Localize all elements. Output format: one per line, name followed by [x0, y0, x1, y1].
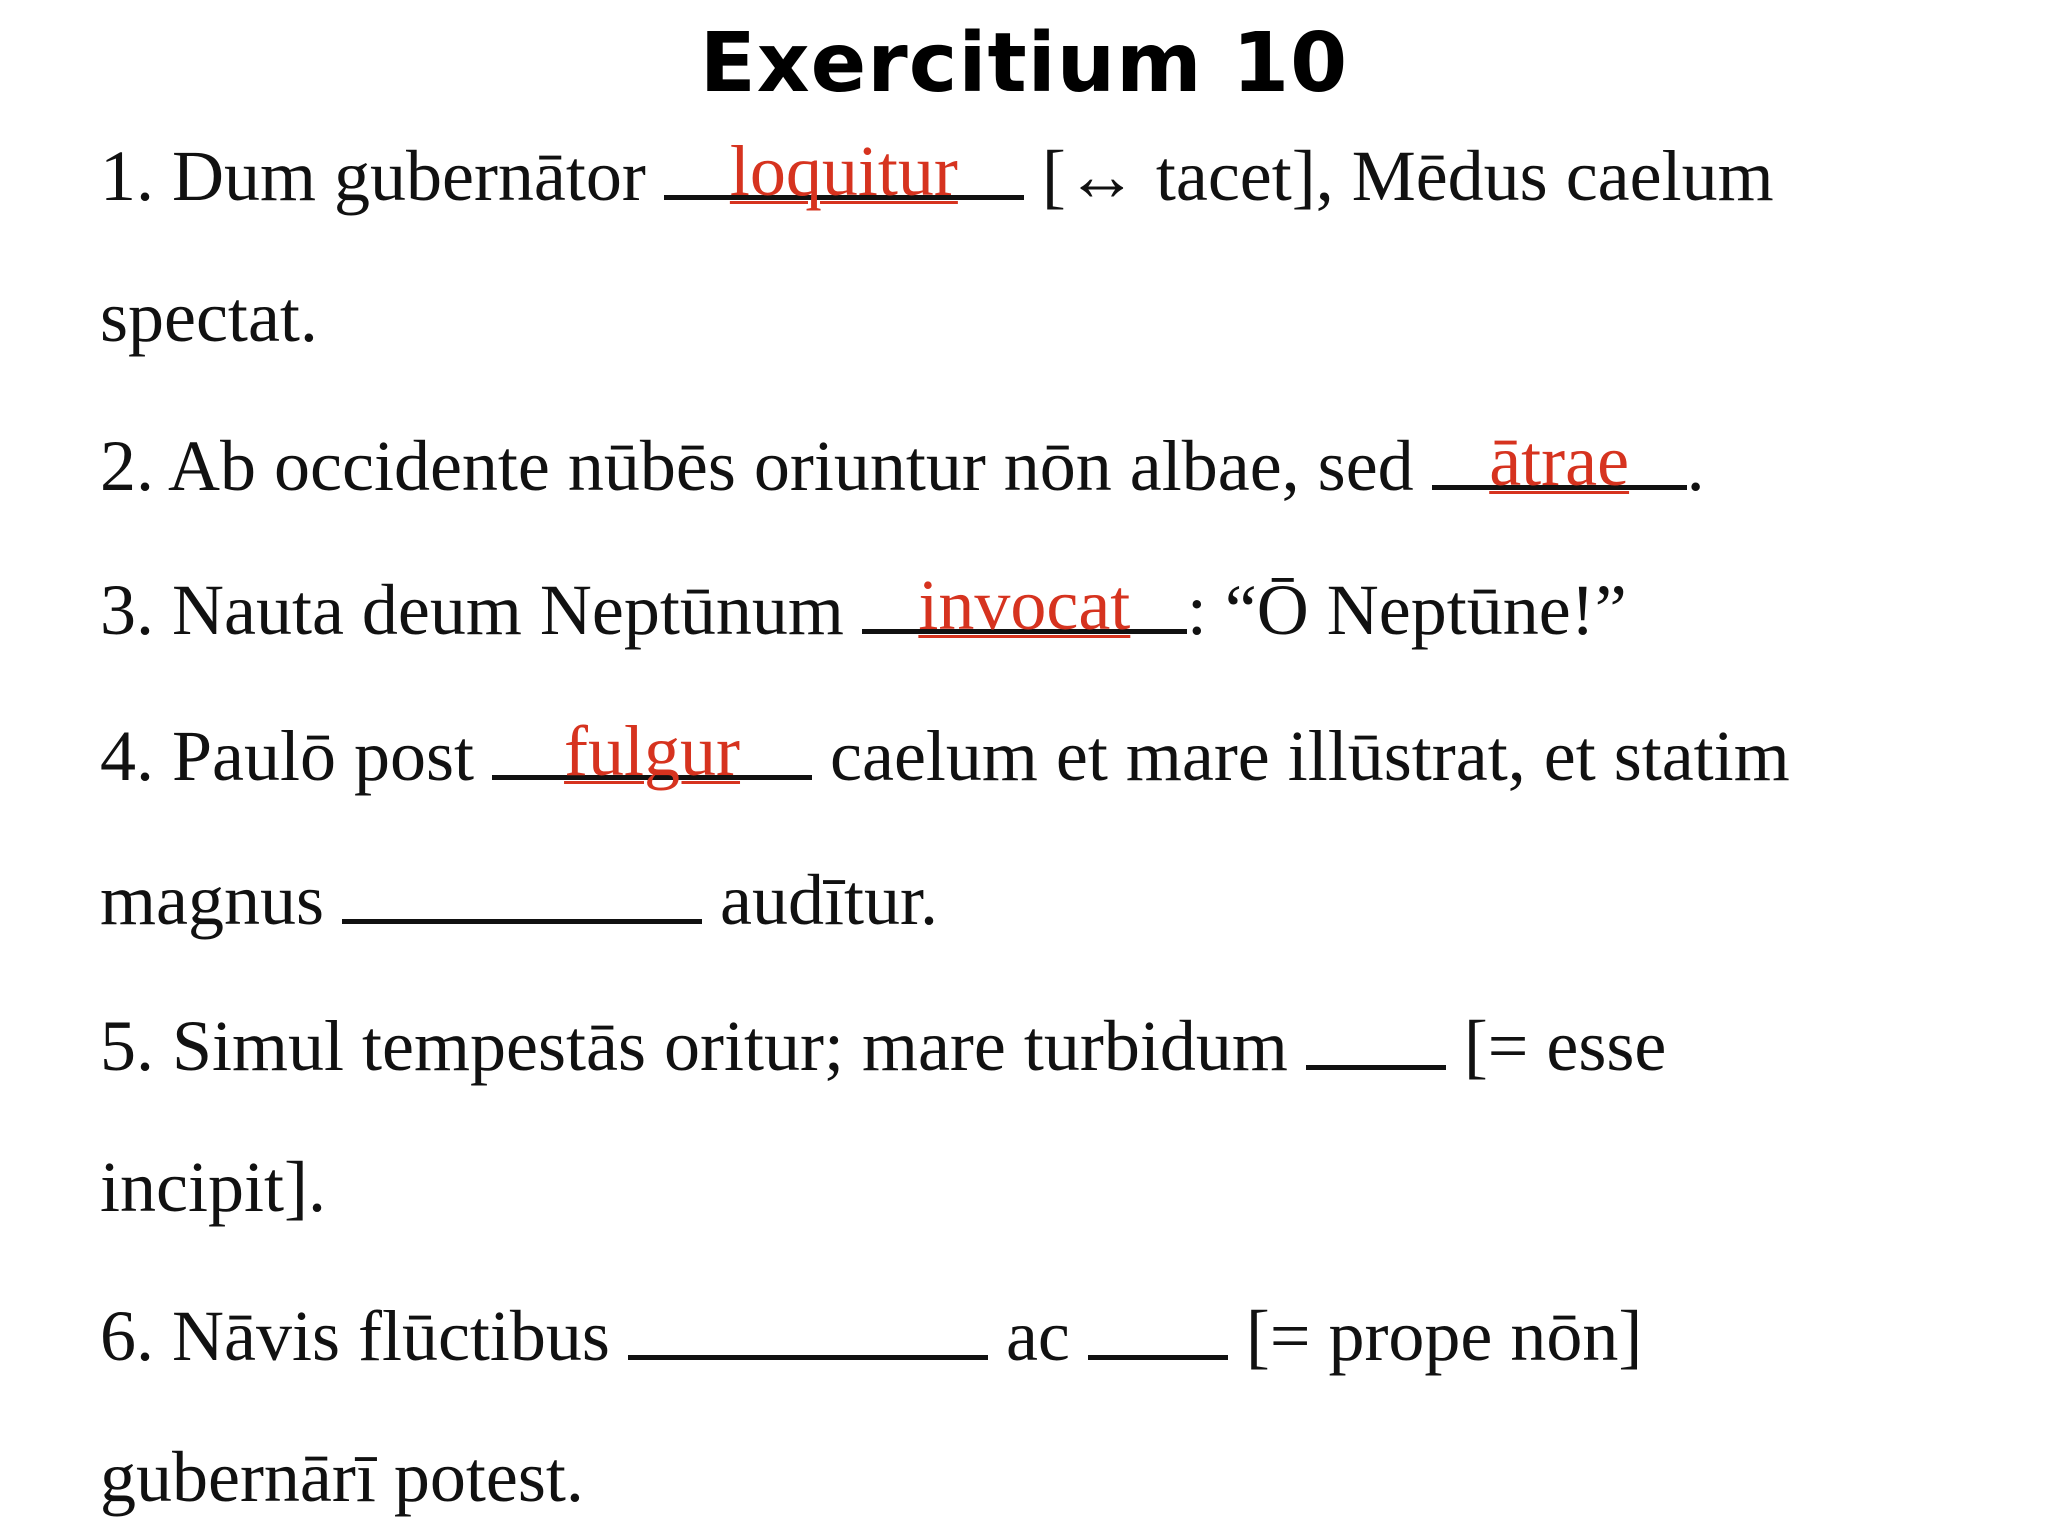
item-5-line	[100, 998, 1666, 1091]
item-1-line	[100, 128, 1774, 221]
item-1-continuation: spectat.	[100, 277, 318, 357]
exercise-title: Exercitium 10	[699, 16, 1349, 111]
item-2-answer: ātrae	[1489, 421, 1630, 501]
item-3-answer: invocat	[918, 565, 1131, 645]
item-6-text-after: [= prope nōn]	[1227, 1296, 1643, 1376]
item-1-blank[interactable]	[664, 128, 1024, 211]
item-5-continuation: incipit].	[100, 1147, 326, 1227]
item-5-text-before: 5. Simul tempestās oritur; mare turbidum	[100, 1006, 1306, 1086]
item-4-blank-2[interactable]	[342, 852, 702, 924]
item-4-text-before: 4. Paulō post	[100, 716, 493, 796]
item-1-text-before: 1. Dum gubernātor	[100, 136, 664, 216]
item-4-text-after: caelum et mare illūstrat, et statim	[812, 716, 1790, 796]
item-5-blank[interactable]	[1306, 998, 1446, 1070]
item-1-answer: loquitur	[729, 131, 958, 211]
item-2-text-before: 2. Ab occidente nūbēs oriuntur nōn albae, sed	[100, 426, 1432, 506]
item-4-line	[100, 708, 1790, 801]
item-6-blank-1[interactable]	[628, 1288, 988, 1360]
item-1-text-after: [↔ tacet], Mēdus caelum	[1023, 136, 1774, 216]
item-3-blank[interactable]	[862, 562, 1187, 645]
item-2-text-after: .	[1686, 426, 1705, 506]
item-5-text-after: [= esse	[1445, 1006, 1667, 1086]
item-6-blank-2[interactable]	[1088, 1288, 1228, 1360]
item-4-continuation-before: magnus	[100, 860, 342, 940]
item-2-line	[100, 418, 1705, 511]
item-6-continuation-line	[100, 1432, 584, 1522]
item-6-text-middle: ac	[987, 1296, 1088, 1376]
item-5-continuation-line	[100, 1142, 326, 1232]
item-1-continuation-line	[100, 272, 318, 362]
item-3-line	[100, 562, 1627, 655]
item-2-blank[interactable]	[1432, 418, 1687, 501]
item-3-text-before: 3. Nauta deum Neptūnum	[100, 570, 862, 650]
item-4-continuation-after: audītur.	[701, 860, 938, 940]
item-4-answer: fulgur	[564, 711, 741, 791]
item-3-text-after: : “Ō Neptūne!”	[1186, 570, 1627, 650]
item-6-continuation: gubernārī potest.	[100, 1437, 584, 1517]
item-4-blank-1[interactable]	[492, 708, 812, 791]
item-4-continuation-line	[100, 852, 938, 945]
item-6-text-before: 6. Nāvis flūctibus	[100, 1296, 628, 1376]
item-6-line	[100, 1288, 1642, 1381]
